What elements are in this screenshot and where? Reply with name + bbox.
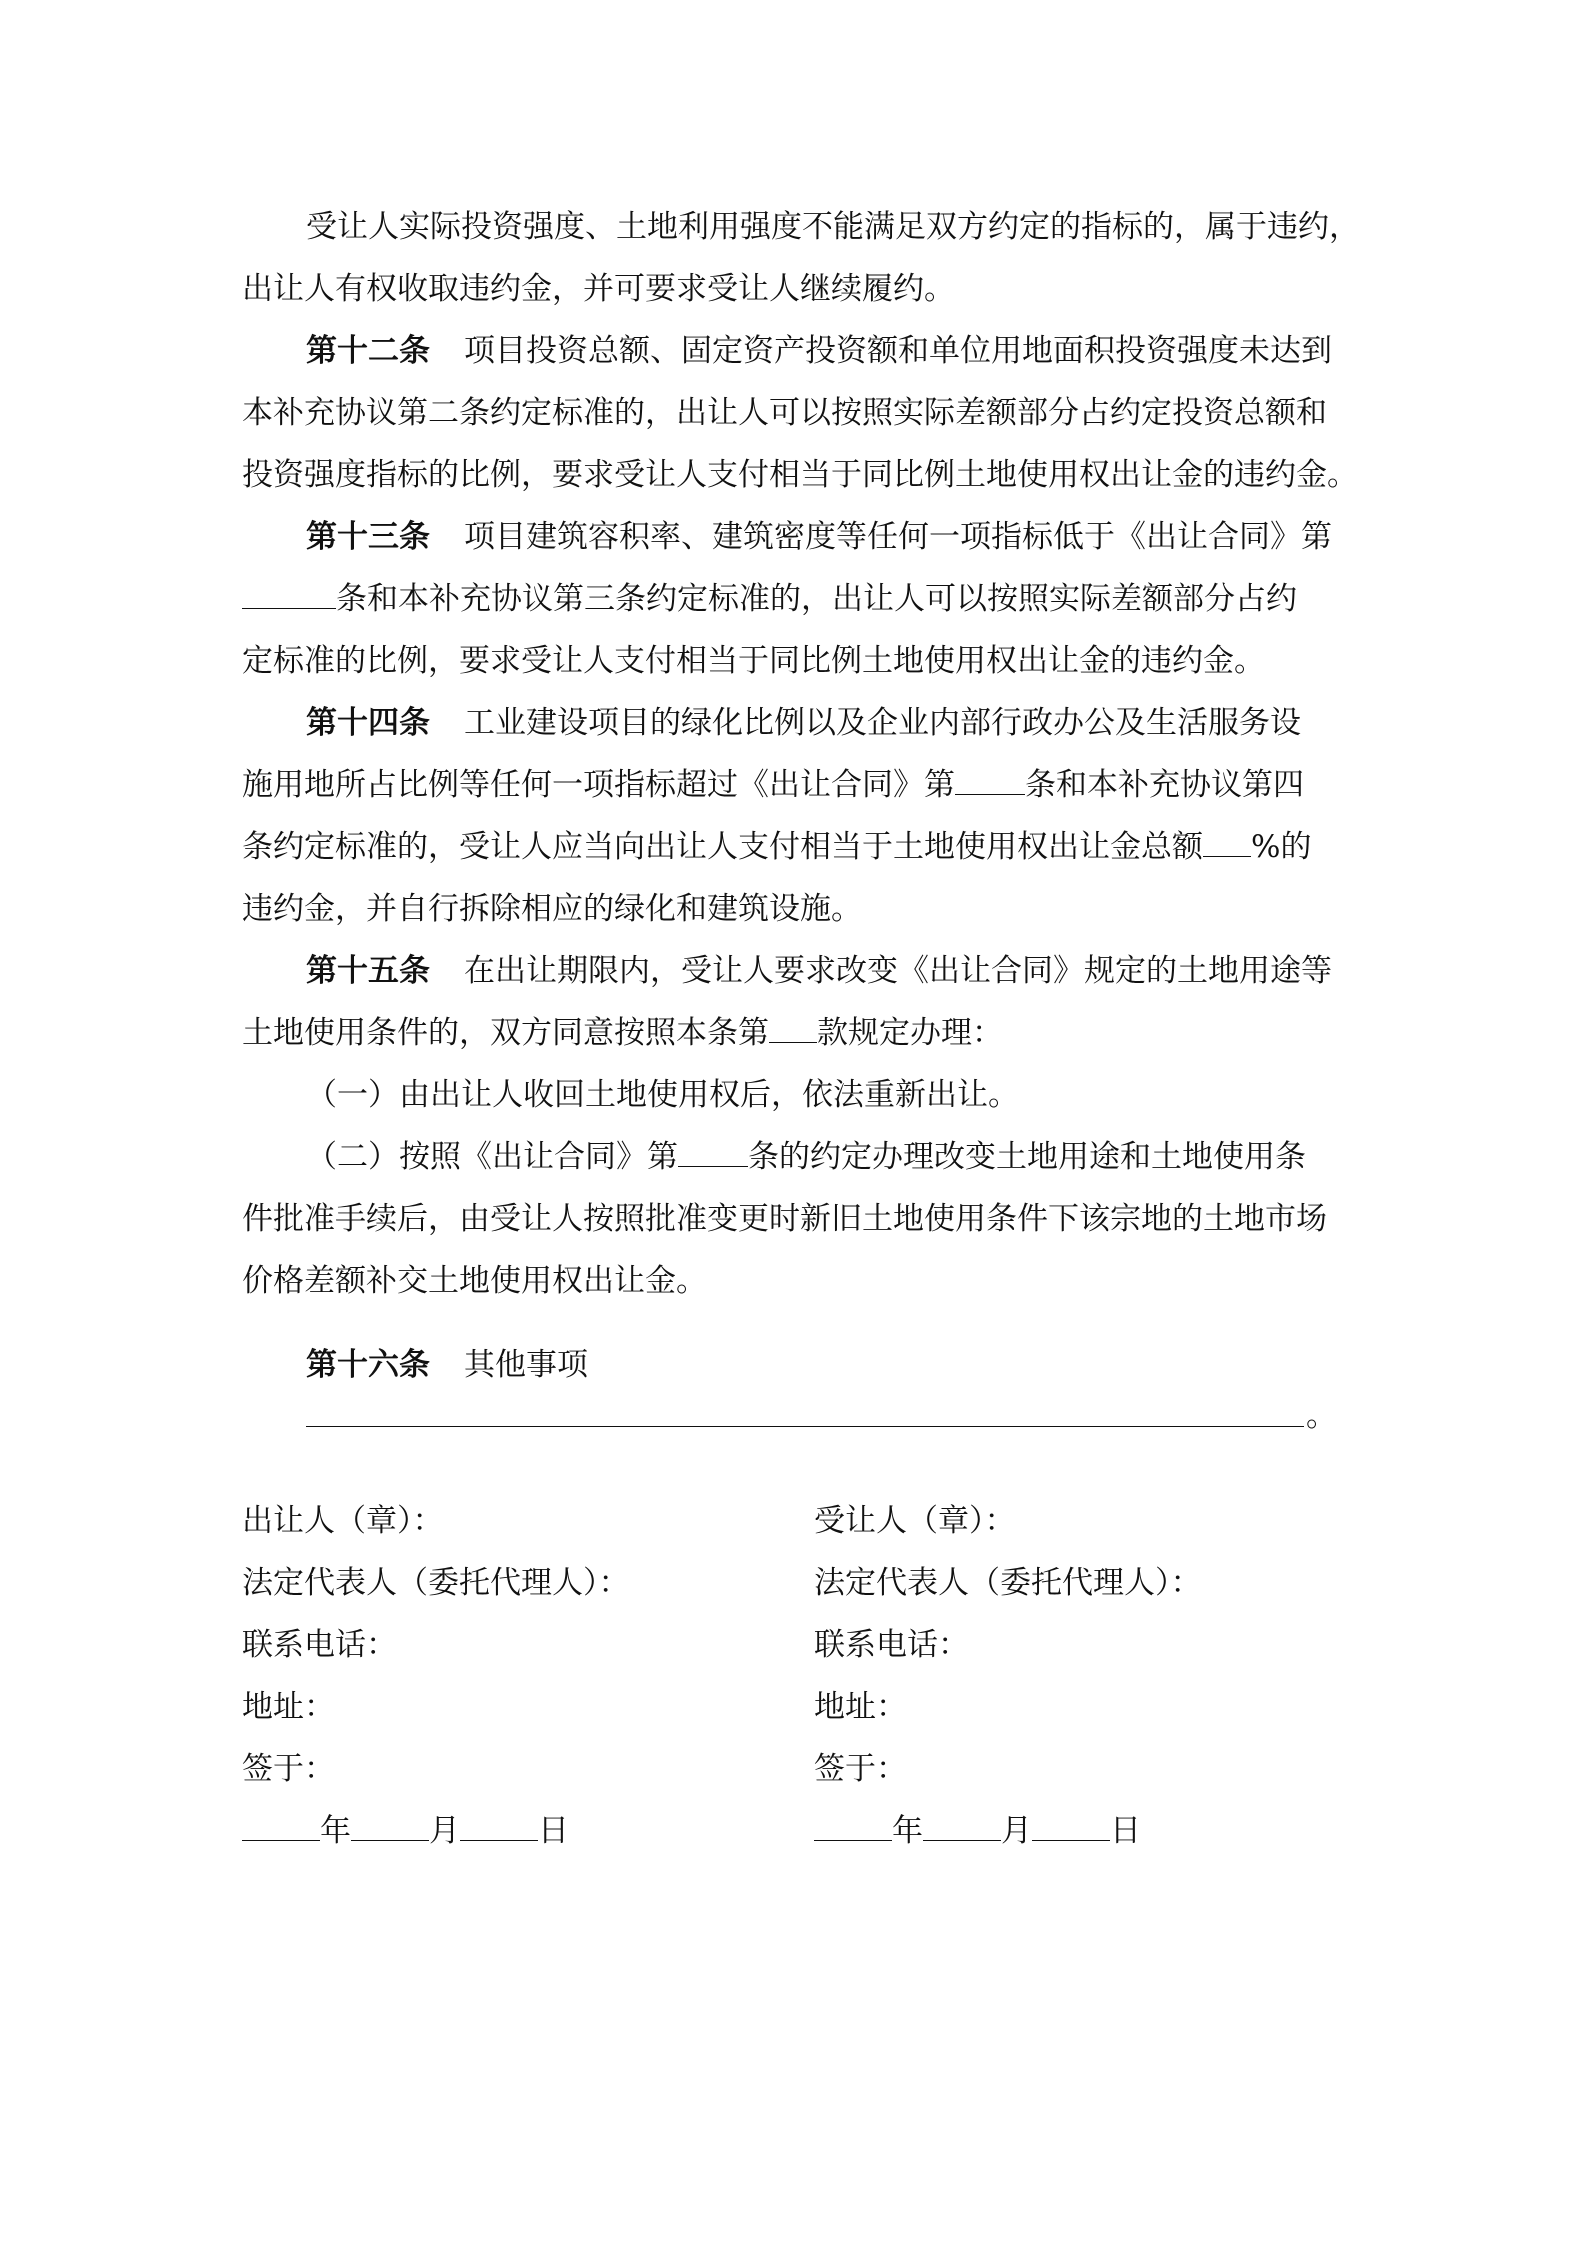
article-15-option-1: （一）由出让人收回土地使用权后，依法重新出让。 bbox=[306, 1077, 1019, 1113]
article-14-blank-clause[interactable] bbox=[955, 764, 1025, 795]
article-14-title: 第十四条 bbox=[306, 705, 430, 741]
right-date-line bbox=[814, 1800, 1294, 1862]
other-matters-blank-line[interactable] bbox=[306, 1426, 1304, 1427]
article-14-line-1 bbox=[242, 692, 1301, 754]
article-15-option-2-line-1 bbox=[306, 1126, 1306, 1188]
left-legal-representative: 法定代表人（委托代理人）： bbox=[242, 1565, 630, 1601]
article-14-blank-percent[interactable] bbox=[1203, 826, 1251, 857]
left-month-blank[interactable] bbox=[351, 1810, 429, 1841]
right-year-label: 年 bbox=[892, 1813, 923, 1849]
article-14-line-4: 违约金，并自行拆除相应的绿化和建筑设施。 bbox=[242, 891, 862, 927]
article-12-line-2: 本补充协议第二条约定标准的，出让人可以按照实际差额部分占约定投资总额和 bbox=[242, 395, 1327, 431]
article-15-opt2-text-a: （二）按照《出让合同》第 bbox=[306, 1139, 678, 1175]
right-party-seal: 受让人（章）： bbox=[814, 1503, 1016, 1539]
article-14-line-3 bbox=[242, 816, 1311, 878]
article-13-text-1: 项目建筑容积率、建筑密度等任何一项指标低于《出让合同》第 bbox=[464, 519, 1332, 555]
intro-line-2: 出让人有权收取违约金，并可要求受让人继续履约。 bbox=[242, 271, 955, 307]
left-day-label: 日 bbox=[538, 1813, 569, 1849]
article-13-blank[interactable] bbox=[242, 578, 336, 609]
article-12-text-1: 项目投资总额、固定资产投资额和单位用地面积投资强度未达到 bbox=[464, 333, 1332, 369]
left-address: 地址： bbox=[242, 1689, 335, 1725]
article-15-title: 第十五条 bbox=[306, 953, 430, 989]
article-12-line-1 bbox=[242, 320, 1332, 382]
article-15-line-1 bbox=[242, 940, 1332, 1002]
article-14-text-2a: 施用地所占比例等任何一项指标超过《出让合同》第 bbox=[242, 767, 955, 803]
article-12-line-3: 投资强度指标的比例，要求受让人支付相当于同比例土地使用权出让金的违约金。 bbox=[242, 457, 1358, 493]
right-address: 地址： bbox=[814, 1689, 907, 1725]
article-15-option-2-line-2: 件批准手续后，由受让人按照批准变更时新旧土地使用条件下该宗地的土地市场 bbox=[242, 1201, 1327, 1237]
article-15-text-1: 在出让期限内，受让人要求改变《出让合同》规定的土地用途等 bbox=[464, 953, 1332, 989]
article-16-text-1: 其他事项 bbox=[464, 1347, 588, 1383]
right-phone: 联系电话： bbox=[814, 1627, 969, 1663]
article-14-text-3b: %的 bbox=[1251, 829, 1312, 865]
left-date-line bbox=[242, 1800, 722, 1862]
right-signed-at: 签于： bbox=[814, 1751, 907, 1787]
article-14-text-2b: 条和本补充协议第四 bbox=[1025, 767, 1304, 803]
right-month-label: 月 bbox=[1001, 1813, 1032, 1849]
right-legal-representative: 法定代表人（委托代理人）： bbox=[814, 1565, 1202, 1601]
intro-line-1: 受让人实际投资强度、土地利用强度不能满足双方约定的指标的，属于违约， bbox=[306, 209, 1360, 245]
signature-block-right bbox=[814, 1490, 1294, 1862]
article-15-blank-clause[interactable] bbox=[678, 1136, 748, 1167]
article-14-text-3a: 条约定标准的，受让人应当向出让人支付相当于土地使用权出让金总额 bbox=[242, 829, 1203, 865]
article-16-line-1 bbox=[242, 1334, 588, 1396]
article-15-text-2b: 款规定办理： bbox=[817, 1015, 1003, 1051]
article-13-line-1 bbox=[242, 506, 1332, 568]
right-month-blank[interactable] bbox=[923, 1810, 1001, 1841]
other-matters-end-mark: 。 bbox=[1306, 1398, 1337, 1434]
article-13-text-2: 条和本补充协议第三条约定标准的，出让人可以按照实际差额部分占约 bbox=[336, 581, 1297, 617]
left-phone: 联系电话： bbox=[242, 1627, 397, 1663]
article-12-title: 第十二条 bbox=[306, 333, 430, 369]
article-13-title: 第十三条 bbox=[306, 519, 430, 555]
article-15-option-2-line-3: 价格差额补交土地使用权出让金。 bbox=[242, 1263, 707, 1299]
left-party-seal: 出让人（章）： bbox=[242, 1503, 444, 1539]
article-15-opt2-text-b: 条的约定办理改变土地用途和土地使用条 bbox=[748, 1139, 1306, 1175]
left-month-label: 月 bbox=[429, 1813, 460, 1849]
article-13-line-2 bbox=[242, 568, 1297, 630]
article-16-title: 第十六条 bbox=[306, 1347, 430, 1383]
left-year-label: 年 bbox=[320, 1813, 351, 1849]
right-year-blank[interactable] bbox=[814, 1810, 892, 1841]
article-14-line-2 bbox=[242, 754, 1304, 816]
article-15-line-2 bbox=[242, 1002, 1003, 1064]
right-day-label: 日 bbox=[1110, 1813, 1141, 1849]
article-14-text-1: 工业建设项目的绿化比例以及企业内部行政办公及生活服务设 bbox=[464, 705, 1301, 741]
article-15-text-2a: 土地使用条件的，双方同意按照本条第 bbox=[242, 1015, 769, 1051]
left-signed-at: 签于： bbox=[242, 1751, 335, 1787]
left-year-blank[interactable] bbox=[242, 1810, 320, 1841]
signature-block-left bbox=[242, 1490, 722, 1862]
article-15-blank-item[interactable] bbox=[769, 1012, 817, 1043]
right-day-blank[interactable] bbox=[1032, 1810, 1110, 1841]
left-day-blank[interactable] bbox=[460, 1810, 538, 1841]
article-13-line-3: 定标准的比例，要求受让人支付相当于同比例土地使用权出让金的违约金。 bbox=[242, 643, 1265, 679]
